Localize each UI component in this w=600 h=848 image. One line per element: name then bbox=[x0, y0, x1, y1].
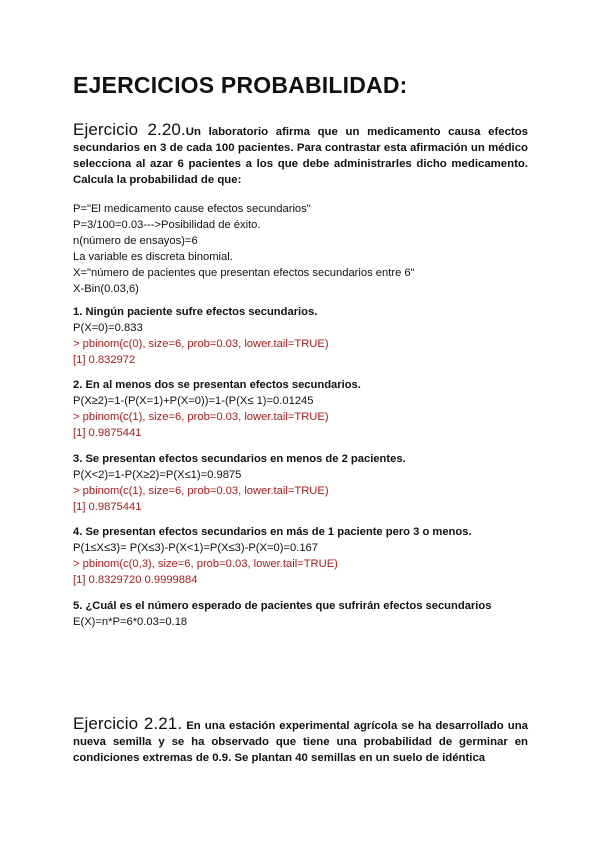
exercise-2-20 bbox=[73, 122, 528, 188]
question-calc: E(X)=n*P=6*0.03=0.18 bbox=[73, 616, 188, 628]
question-label: 5. ¿Cuál es el número esperado de pacientes que sufrirán efectos secundarios bbox=[73, 600, 492, 612]
question-5 bbox=[73, 598, 533, 630]
document-title: EJERCICIOS PROBABILIDAD: bbox=[73, 72, 408, 98]
exercise-2-21-text: En una estación experimental agrícola se ha desarrollado una nueva semilla y se ha observado que tiene una probabilidad de germinar en condiciones extremas de 0.9. Se plantan 40 semillas en un suelo de idéntica bbox=[73, 720, 528, 764]
r-code: > pbinom(c(0), size=6, prob=0.03, lower.tail=TRUE) bbox=[73, 338, 329, 350]
question-calc: P(1≤X≤3)= P(X≤3)-P(X<1)=P(X≤3)-P(X=0)=0.167 bbox=[73, 542, 318, 554]
exercise-2-20-text: Un laboratorio afirma que un medicamento causa efectos secundarios en 3 de cada 100 pacientes. Para contrastar esta afirmación un médico selecciona al azar 6 pacientes a los que debe administrarles dicho medicamento. Calcula la probabilidad de que: bbox=[73, 126, 528, 186]
setup-line: n(número de ensayos)=6 bbox=[73, 235, 198, 247]
question-4 bbox=[73, 524, 533, 588]
question-label: 3. Se presentan efectos secundarios en menos de 2 pacientes. bbox=[73, 453, 406, 465]
r-result: [1] 0.9875441 bbox=[73, 427, 142, 439]
question-calc: P(X=0)=0.833 bbox=[73, 322, 143, 334]
question-label: 2. En al menos dos se presentan efectos secundarios. bbox=[73, 379, 361, 391]
setup-line: X-Bin(0.03,6) bbox=[73, 283, 139, 295]
question-3 bbox=[73, 451, 533, 515]
question-2 bbox=[73, 377, 533, 441]
setup-line: X="número de pacientes que presentan efectos secundarios entre 6" bbox=[73, 267, 415, 279]
question-calc: P(X≥2)=1-(P(X=1)+P(X=0))=1-(P(X≤ 1)=0.01245 bbox=[73, 395, 314, 407]
question-1 bbox=[73, 304, 533, 368]
r-result: [1] 0.9875441 bbox=[73, 501, 142, 513]
exercise-2-21 bbox=[73, 716, 528, 766]
question-calc: P(X<2)=1-P(X≥2)=P(X≤1)=0.9875 bbox=[73, 469, 242, 481]
r-result: [1] 0.832972 bbox=[73, 354, 136, 366]
r-result: [1] 0.8329720 0.9999884 bbox=[73, 574, 198, 586]
r-code: > pbinom(c(1), size=6, prob=0.03, lower.tail=TRUE) bbox=[73, 411, 329, 423]
exercise-2-20-intro bbox=[73, 122, 528, 188]
exercise-2-21-intro bbox=[73, 716, 528, 766]
exercise-setup bbox=[73, 201, 533, 297]
question-label: 1. Ningún paciente sufre efectos secundarios. bbox=[73, 306, 318, 318]
setup-line: P=3/100=0.03--->Posibilidad de éxito. bbox=[73, 219, 261, 231]
exercise-2-20-heading: Ejercicio 2.20. bbox=[73, 120, 186, 139]
setup-line: La variable es discreta binomial. bbox=[73, 251, 233, 263]
exercise-2-21-heading: Ejercicio 2.21. bbox=[73, 714, 183, 733]
setup-line: P="El medicamento cause efectos secundarios" bbox=[73, 203, 311, 215]
question-label: 4. Se presentan efectos secundarios en más de 1 paciente pero 3 o menos. bbox=[73, 526, 472, 538]
r-code: > pbinom(c(1), size=6, prob=0.03, lower.tail=TRUE) bbox=[73, 485, 329, 497]
r-code: > pbinom(c(0,3), size=6, prob=0.03, lower.tail=TRUE) bbox=[73, 558, 338, 570]
